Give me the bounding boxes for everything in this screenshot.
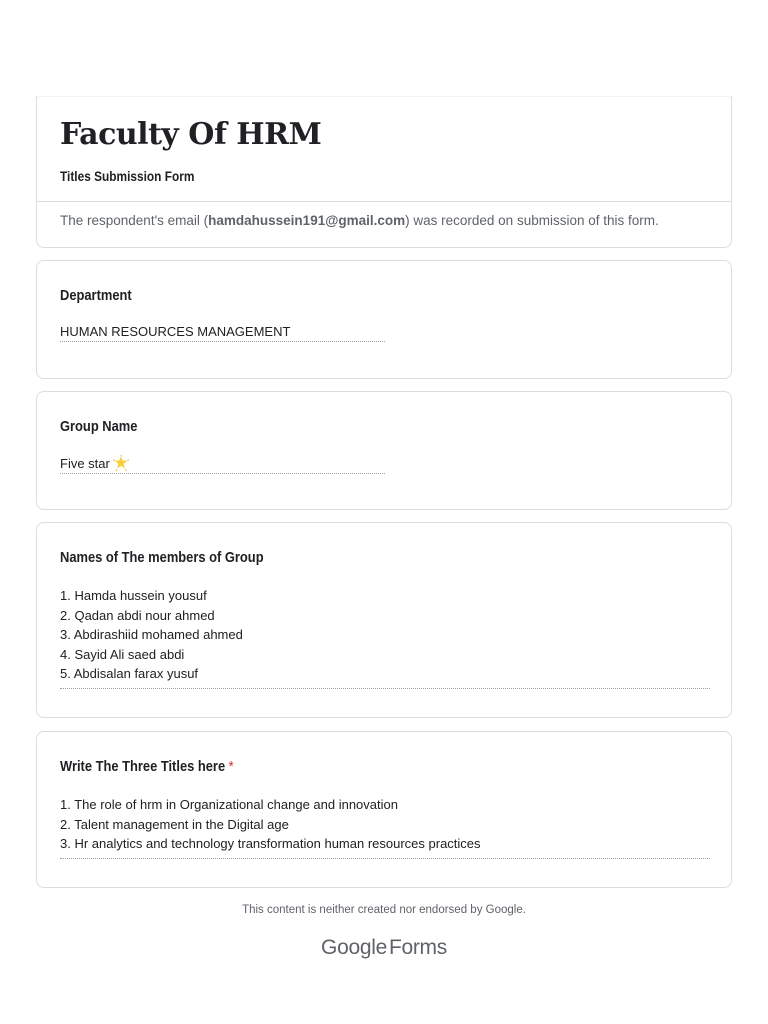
logo-forms-text: Forms [388, 936, 447, 959]
email-note-prefix: The respondent's email ( [60, 213, 209, 228]
respondent-email-note [60, 213, 659, 228]
logo-google-text: Google [321, 936, 387, 959]
answer-line: 1. Hamda hussein yousuf [60, 588, 207, 603]
answer-line: 5. Abdisalan farax yusuf [60, 666, 199, 681]
question-title [60, 758, 234, 775]
answer-group-name [60, 455, 385, 474]
email-note-suffix: ) was recorded on submission of this form. [405, 213, 659, 228]
form-header-card [36, 96, 732, 248]
required-marker: * [228, 758, 234, 775]
question-title: Department [60, 287, 132, 304]
answer-three-titles [60, 795, 710, 859]
answer-department: HUMAN RESOURCES MANAGEMENT [60, 324, 385, 342]
answer-line: 1. The role of hrm in Organizational change and innovation [60, 797, 398, 812]
form-subtitle: Titles Submission Form [60, 169, 195, 184]
answer-line: 3. Hr analytics and technology transformation human resources practices [60, 836, 481, 851]
question-card-department [36, 260, 732, 379]
google-disclaimer: This content is neither created nor endorsed by Google. [242, 904, 526, 916]
google-forms-logo[interactable] [0, 936, 768, 960]
question-title: Group Name [60, 418, 138, 435]
answer-group-name-text: Five star [60, 456, 110, 471]
answer-line: 4. Sayid Ali saed abdi [60, 646, 185, 662]
answer-line: 2. Talent management in the Digital age [60, 816, 289, 832]
respondent-email: hamdahussein191@gmail.com [208, 213, 406, 228]
answer-group-members [60, 586, 710, 689]
glowing-star-icon [113, 455, 129, 471]
answer-line: 2. Qadan abdi nour ahmed [60, 607, 215, 623]
question-title-text: Write The Three Titles here [60, 758, 226, 775]
question-card-group-members [36, 522, 732, 718]
question-title: Names of The members of Group [60, 549, 264, 566]
header-divider [37, 201, 731, 202]
answer-line: 3. Abdirashiid mohamed ahmed [60, 627, 243, 642]
question-card-three-titles [36, 731, 732, 888]
question-card-group-name [36, 391, 732, 510]
form-title: Faculty Of HRM [60, 117, 322, 152]
